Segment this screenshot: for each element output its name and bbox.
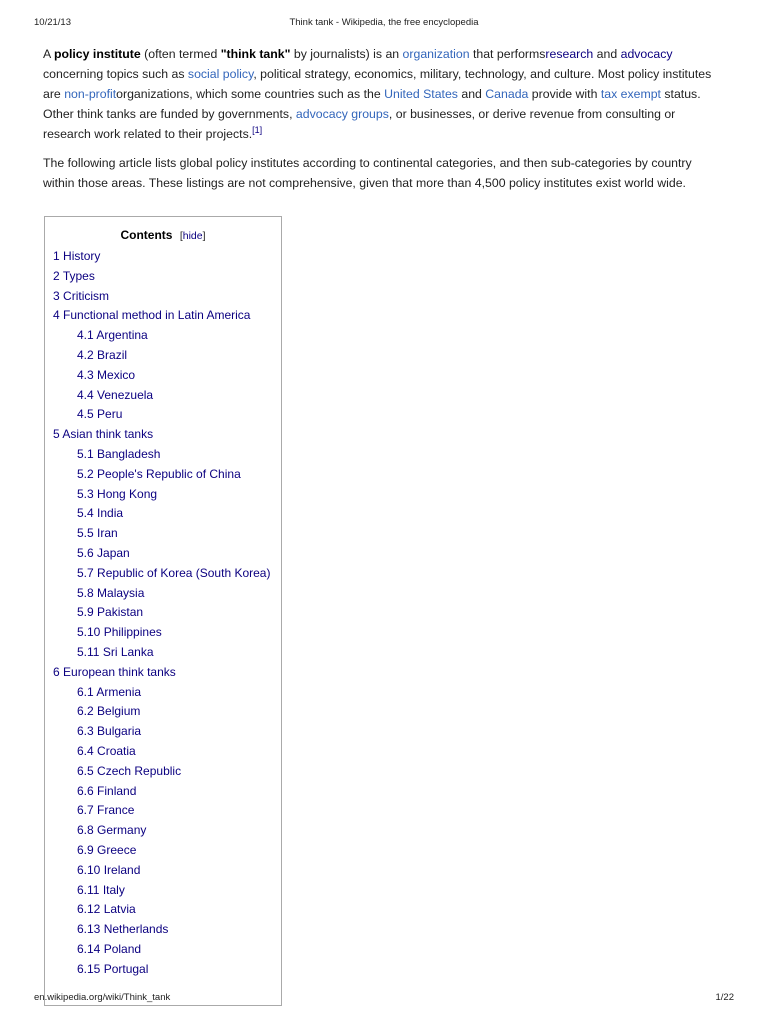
toc-item (53, 960, 273, 980)
toc-item (53, 881, 273, 901)
toc-label: Venezuela (97, 387, 154, 402)
toc-number: 5.6 (77, 545, 94, 560)
toc-label: Portugal (103, 961, 149, 976)
toc-number: 6.10 (77, 862, 101, 877)
toc-link[interactable] (77, 388, 153, 402)
toc-link[interactable] (77, 566, 270, 580)
toc-label: History (63, 249, 101, 263)
toc-item (53, 524, 273, 544)
toc-link[interactable] (77, 883, 125, 897)
toc-label: Brazil (97, 347, 128, 362)
toc-number: 6.12 (77, 902, 101, 917)
toc-item (53, 920, 273, 940)
toc-number: 6.14 (77, 941, 101, 956)
toc-link[interactable] (77, 467, 241, 481)
toc-item (53, 425, 273, 445)
toc-label: People's Republic of China (97, 466, 241, 481)
toc-item (53, 861, 273, 881)
toc-number: 5.1 (77, 446, 94, 461)
toc-item (53, 603, 273, 623)
toc-label: Republic of Korea (South Korea) (97, 565, 271, 580)
toc-item (53, 247, 273, 267)
toc-number: 4.4 (77, 387, 94, 402)
toc-label: Argentina (96, 328, 148, 343)
toc-link[interactable] (77, 348, 127, 362)
toc-label: Asian think tanks (62, 427, 154, 442)
link-canada[interactable]: Canada (485, 87, 529, 101)
toc-label: Croatia (97, 743, 136, 758)
toc-link[interactable] (77, 546, 130, 560)
toc-link[interactable] (77, 784, 136, 798)
toc-link[interactable] (53, 249, 100, 263)
toc-number: 1 (53, 249, 60, 263)
link-advocacy-groups[interactable]: advocacy groups (295, 107, 389, 121)
toc-item (53, 762, 273, 782)
toc-label: Iran (97, 526, 118, 541)
toc-item (53, 306, 273, 326)
text-run: , or businesses, or derive revenue from consulting or research work related to their projects. (43, 107, 676, 141)
toc-item (53, 782, 273, 802)
toc-number: 4.1 (77, 328, 94, 343)
toc-label: Belgium (97, 704, 141, 719)
toc-label: Bangladesh (97, 446, 161, 461)
toc-link[interactable] (77, 526, 118, 540)
toc-item (53, 900, 273, 920)
toc-number: 5.9 (77, 605, 94, 620)
toc-number: 5.8 (77, 585, 94, 600)
toc-link[interactable] (77, 328, 148, 342)
toc-item (53, 841, 273, 861)
toc-number: 4 (53, 308, 60, 323)
toc-number: 5.5 (77, 526, 94, 541)
print-url: en.wikipedia.org/wiki/Think_tank (34, 992, 171, 1003)
link-non-profit[interactable]: non-profit (64, 87, 117, 101)
toc-link[interactable] (53, 665, 176, 679)
toc-label: Sri Lanka (102, 644, 154, 659)
toc-label: Peru (97, 407, 123, 422)
toc-item (53, 683, 273, 703)
toc-number: 5.10 (77, 625, 101, 640)
toc-number: 5.2 (77, 466, 94, 481)
reference-link-1[interactable]: [1] (252, 124, 263, 135)
toc-number: 6.13 (77, 922, 101, 937)
toc-number: 6 (53, 664, 60, 679)
toc-link[interactable] (77, 724, 141, 738)
toc-link[interactable] (77, 922, 168, 936)
bold-term-policy-institute: policy institute (53, 47, 141, 61)
toc-number: 6.3 (77, 724, 94, 739)
toc-link[interactable] (77, 605, 143, 619)
toc-item (53, 405, 273, 425)
text-run: concerning topics such as (43, 67, 188, 81)
toc-label: Criticism (63, 288, 110, 303)
toc-label: Poland (103, 941, 142, 956)
toc-link[interactable] (77, 962, 148, 976)
toc-link[interactable] (77, 625, 162, 639)
toc-link[interactable] (77, 803, 134, 817)
link-social-policy[interactable]: social policy (187, 67, 254, 81)
toc-label: Czech Republic (97, 763, 182, 778)
toc-item (53, 544, 273, 564)
toc-label: France (97, 803, 135, 818)
toc-item (53, 801, 273, 821)
toc-link[interactable] (77, 823, 146, 837)
toc-item (53, 584, 273, 604)
link-advocacy[interactable]: advocacy (620, 47, 673, 61)
bold-term-think-tank: "think tank" (220, 47, 291, 61)
toc-link[interactable] (77, 586, 144, 600)
toc-item (53, 702, 273, 722)
toc-number: 4.3 (77, 367, 94, 382)
toc-link[interactable] (77, 368, 135, 382)
toc-label: Latvia (103, 902, 136, 917)
toc-link[interactable] (53, 289, 109, 303)
link-tax-exempt[interactable]: tax exempt (600, 87, 661, 101)
text-run: by journalists) is an (290, 47, 403, 61)
toc-item (53, 940, 273, 960)
toc-number: 5 (53, 427, 60, 442)
text-run: A (43, 47, 54, 61)
text-run: provide with (528, 87, 601, 101)
toc-label: Italy (102, 882, 125, 897)
toc-label: Malaysia (97, 585, 145, 600)
toc-number: 4.5 (77, 407, 94, 422)
print-date: 10/21/13 (34, 17, 71, 28)
toc-link[interactable] (53, 308, 250, 322)
text-run: status. Other think tanks are funded by governments, (43, 87, 701, 121)
toc-label: Hong Kong (97, 486, 158, 501)
toc-label: Pakistan (97, 605, 144, 620)
toc-label: Greece (97, 842, 137, 857)
toc-number: 6.4 (77, 743, 94, 758)
toc-label: Japan (97, 545, 130, 560)
toc-number: 3 (53, 288, 60, 303)
toc-item (53, 346, 273, 366)
print-footer (0, 992, 768, 1008)
toc-item (53, 821, 273, 841)
toc-label: Ireland (103, 862, 141, 877)
toc-link[interactable] (77, 764, 181, 778)
toc-label: Philippines (103, 625, 162, 640)
bracket-open: [ (179, 230, 183, 242)
toc-number: 6.2 (77, 704, 94, 719)
toc-hide-toggle (180, 230, 206, 242)
toc-list (53, 247, 273, 979)
toc-title: Contents (120, 228, 173, 242)
toc-item (53, 326, 273, 346)
listing-paragraph: The following article lists global policy institutes according to continental categories, and then sub-categories by country within those areas. These listings are not comprehensive, given that more than 4,500 policy institutes exist world wide. (43, 156, 692, 190)
text-run: and (457, 87, 486, 101)
toc-label: Bulgaria (97, 724, 142, 739)
toc-item (53, 445, 273, 465)
text-run: (often termed (140, 47, 221, 61)
toc-number: 6.5 (77, 763, 94, 778)
toc-item (53, 287, 273, 307)
toc-number: 5.11 (77, 644, 100, 659)
toc-number: 5.7 (77, 565, 94, 580)
intro-paragraph (43, 44, 723, 144)
table-of-contents (44, 216, 282, 1006)
toc-label: Mexico (97, 367, 136, 382)
toc-link[interactable] (77, 645, 154, 659)
toc-link[interactable] (77, 902, 136, 916)
toc-link[interactable] (53, 269, 95, 283)
toc-link[interactable] (77, 843, 136, 857)
toc-link[interactable] (77, 487, 157, 501)
toc-number: 6.9 (77, 842, 94, 857)
toc-label: Types (62, 268, 95, 283)
link-organization[interactable]: organization (402, 47, 470, 61)
toc-number: 6.7 (77, 803, 94, 818)
toc-item (53, 742, 273, 762)
toc-link[interactable] (77, 744, 136, 758)
toc-item (53, 643, 273, 663)
toc-item (53, 663, 273, 683)
toc-item (53, 722, 273, 742)
print-page-title: Think tank - Wikipedia, the free encyclopedia (289, 17, 479, 28)
toc-item (53, 267, 273, 287)
toc-link[interactable] (77, 447, 160, 461)
toc-link[interactable] (77, 685, 141, 699)
toc-item (53, 465, 273, 485)
toc-link[interactable] (77, 506, 123, 520)
toc-link[interactable] (77, 942, 141, 956)
toc-item (53, 504, 273, 524)
text-run: organizations, which some countries such as the (116, 87, 385, 101)
toc-number: 6.11 (77, 882, 100, 897)
print-header (0, 17, 768, 33)
toc-item (53, 623, 273, 643)
toc-number: 2 (53, 268, 60, 283)
link-united-states[interactable]: United States (384, 87, 458, 101)
toc-number: 6.1 (77, 684, 94, 699)
toc-link[interactable] (77, 704, 140, 718)
toc-label: India (97, 506, 124, 521)
toc-number: 5.4 (77, 506, 94, 521)
toc-title-row (53, 225, 273, 245)
toc-hide-link[interactable]: hide (182, 230, 203, 242)
toc-number: 5.3 (77, 486, 94, 501)
toc-label: Armenia (96, 684, 142, 699)
toc-item (53, 366, 273, 386)
toc-number: 6.15 (77, 961, 101, 976)
toc-item (53, 564, 273, 584)
toc-item (53, 485, 273, 505)
toc-item (53, 386, 273, 406)
text-run: and (593, 47, 621, 61)
toc-label: Functional method in Latin America (63, 308, 251, 323)
toc-number: 4.2 (77, 347, 94, 362)
text-run: , political strategy, economics, military, technology, and culture. Most policy institutes are (43, 67, 712, 101)
bracket-close: ] (202, 230, 206, 242)
toc-label: Germany (97, 823, 147, 838)
toc-label: Netherlands (103, 922, 169, 937)
link-research[interactable]: research (545, 47, 594, 61)
text-run: that performs (469, 47, 546, 61)
toc-link[interactable] (77, 407, 122, 421)
toc-label: Finland (97, 783, 137, 798)
toc-number: 6.8 (77, 823, 94, 838)
toc-link[interactable] (77, 863, 140, 877)
toc-number: 6.6 (77, 783, 94, 798)
toc-link[interactable] (53, 427, 153, 441)
article-body (43, 44, 723, 202)
toc-label: European think tanks (63, 664, 176, 679)
print-page-number: 1/22 (715, 992, 734, 1003)
